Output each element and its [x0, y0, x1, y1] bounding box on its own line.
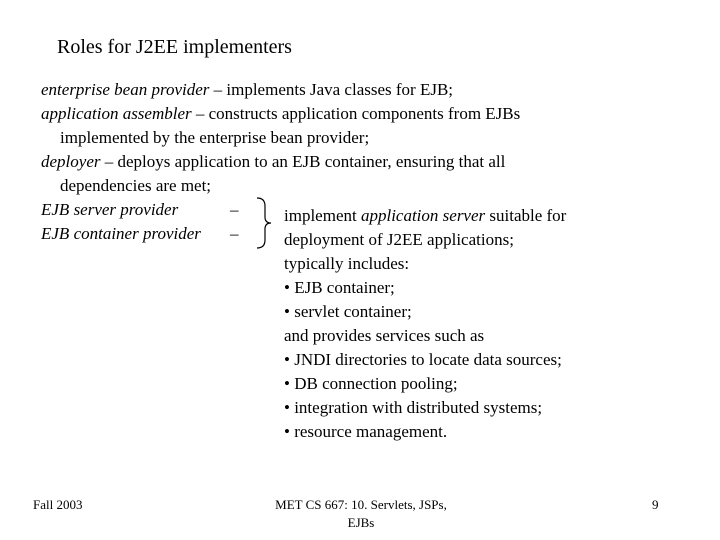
role-name: EJB container provider: [41, 224, 201, 243]
desc-line: • DB connection pooling;: [284, 374, 458, 393]
roles-list: [41, 78, 520, 198]
server-description: [284, 204, 566, 444]
desc-text: implement: [284, 206, 361, 225]
role-line: [41, 78, 520, 102]
role-name: application assembler: [41, 104, 192, 123]
desc-line: • integration with distributed systems;: [284, 398, 543, 417]
footer-course-line: EJBs: [347, 515, 375, 530]
role-desc: – implements Java classes for EJB;: [209, 80, 454, 99]
grouped-role-line: [41, 198, 239, 222]
desc-line: • EJB container;: [284, 278, 395, 297]
footer-date: Fall 2003: [33, 497, 83, 512]
role-desc: – deploys application to an EJB container, ensuring that all: [100, 152, 506, 171]
desc-line: • servlet container;: [284, 302, 412, 321]
role-desc-continued: dependencies are met;: [60, 176, 212, 195]
desc-line: typically includes:: [284, 254, 410, 273]
role-desc: – constructs application components from EJBs: [191, 104, 521, 123]
role-line: [41, 102, 520, 126]
role-desc-continued: implemented by the enterprise bean provider;: [60, 128, 370, 147]
desc-line: [284, 204, 566, 228]
desc-line: deployment of J2EE applications;: [284, 230, 514, 249]
slide-title: Roles for J2EE implementers: [57, 36, 292, 58]
role-name: enterprise bean provider: [41, 80, 210, 99]
footer-course: [268, 496, 454, 532]
desc-line: • JNDI directories to locate data sources;: [284, 350, 562, 369]
role-name: deployer: [41, 152, 101, 171]
grouping-brace-icon: [255, 196, 275, 250]
grouped-role-line: [41, 222, 239, 246]
desc-emphasis: application server: [360, 206, 486, 225]
role-dash: –: [230, 224, 239, 243]
desc-line: and provides services such as: [284, 326, 485, 345]
grouped-roles: [41, 198, 239, 246]
desc-line: • resource management.: [284, 422, 448, 441]
role-name: EJB server provider: [41, 200, 179, 219]
footer-course-line: MET CS 667: 10. Servlets, JSPs,: [275, 497, 447, 512]
desc-text: suitable for: [485, 206, 567, 225]
role-line: [41, 150, 520, 174]
page-number: 9: [652, 497, 659, 512]
role-dash: –: [230, 200, 239, 219]
